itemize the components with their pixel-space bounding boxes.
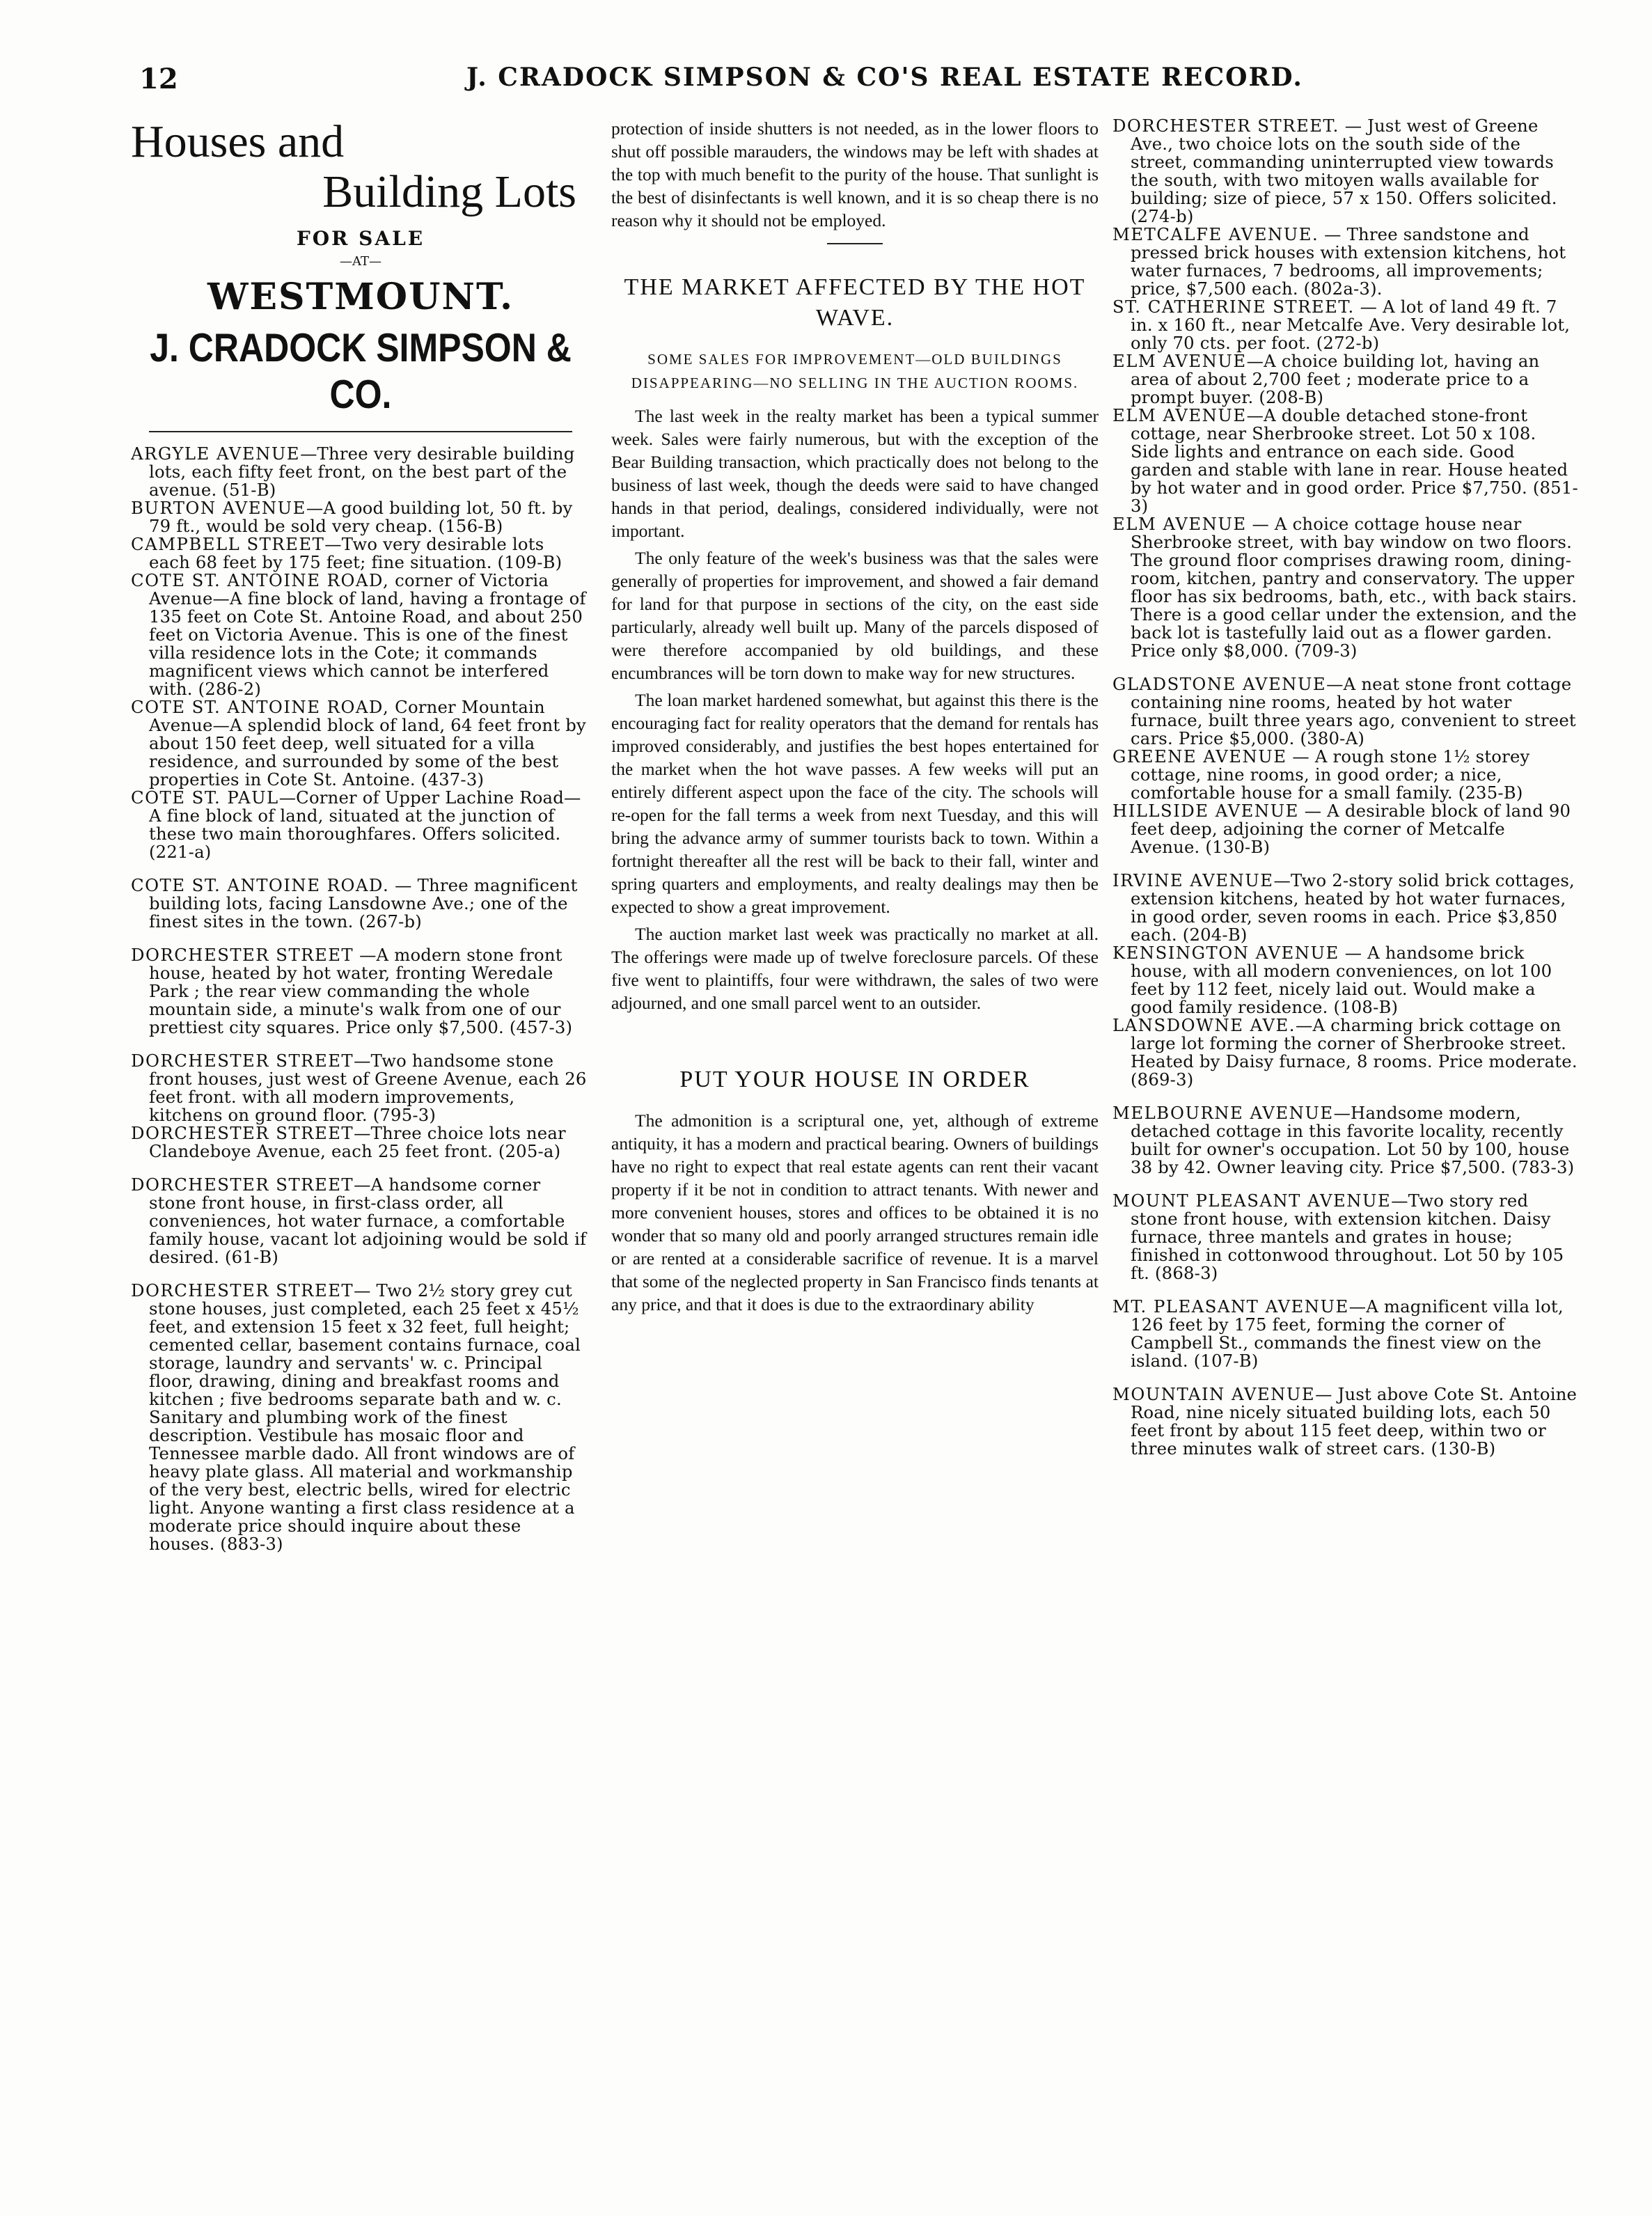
spacer	[1112, 660, 1579, 675]
listing-body: —A modern stone front house, heated by hot water, fronting Weredale Park ; the rear view commanding the whole mountain side, a minute's walk from one of our prettiest city squares. Price only $7,500. (457-3)	[149, 945, 573, 1037]
listing-item	[131, 535, 590, 572]
spacer	[1112, 1370, 1579, 1385]
listing-item	[1112, 1192, 1579, 1282]
spacer	[1112, 1282, 1579, 1298]
listing-item	[1112, 298, 1579, 352]
listing-heading: BURTON AVENUE	[131, 498, 306, 518]
listing-item	[131, 445, 590, 499]
column-1	[131, 117, 590, 2192]
spacer	[131, 1266, 590, 1282]
listing-item	[131, 698, 590, 789]
listing-item	[1112, 1385, 1579, 1458]
listing-body: —Two story red stone front house, with extension kitchen. Daisy furnace, three mantels and grates in house; finished in cottonwood throughout. Lot 50 by 105 ft. (868-3)	[1131, 1190, 1564, 1283]
listing-body: — A rough stone 1½ storey cottage, nine rooms, in good order; a nice, comfortable house for a small family. (235-B)	[1131, 746, 1530, 803]
listing-body: — Just above Cote St. Antoine Road, nine nicely situated building lots, each 50 feet front by about 115 feet deep, within two or three minutes walk of street cars. (130-B)	[1131, 1384, 1578, 1459]
ad-for-sale: FOR SALE	[296, 227, 425, 250]
listing-item	[1112, 352, 1579, 407]
listing-heading: KENSINGTON AVENUE	[1112, 943, 1339, 963]
article-title: PUT YOUR HOUSE IN ORDER	[679, 1067, 1030, 1092]
listing-body: Corner Mountain Avenue—A splendid block of land, 64 feet front by about 150 feet deep, well situated for a villa residence, and surrounded by some of the best properties in Cote St. Antoine. (437-3)	[149, 697, 586, 789]
listing-body: —A neat stone front cottage containing nine rooms, heated by hot water furnace, built three years ago, convenient to street cars. Price $5,000. (380-A)	[1131, 674, 1576, 748]
article-paragraph: The last week in the realty market has been a typical summer week. Sales were fairly numerous, but with the exception of the Bear Building transaction, which practically does not belong to the business of last week, though the deeds were said to have changed hands in that period, dealings, considered individually, were not important.	[611, 406, 1099, 541]
listing-body: —A handsome corner stone front house, in first-class order, all conveniences, hot water furnace, a comfortable family house, vacant lot adjoining would be sold if desired. (61-B)	[149, 1174, 587, 1267]
listing-body: —A double detached stone-front cottage, near Sherbrooke street. Lot 50 x 108. Side lights and entrance on each side. Good garden and stable with lane in rear. House heated by hot water and in good order. Price $7,750. (851-3)	[1131, 405, 1578, 516]
listing-body: — A lot of land 49 ft. 7 in. x 160 ft., near Metcalfe Ave. Very desirable lot, only 70 cts. per foot. (272-b)	[1131, 297, 1571, 353]
listing-item	[1112, 872, 1579, 944]
listing-body: —Corner of Upper Lachine Road—A fine block of land, situated at the junction of these two main thoroughfares. Offers solicited. (221-a)	[149, 787, 581, 862]
listing-item	[1112, 226, 1579, 298]
listing-body: —Two very desirable lots each 68 feet by 175 feet; fine situation. (109-B)	[149, 534, 563, 572]
listing-heading: MELBOURNE AVENUE	[1112, 1103, 1334, 1123]
article-paragraph: The loan market hardened somewhat, but against this there is the encouraging fact for reality operators that the demand for rentals has improved considerably, and justifies the best hopes entertained for the market when the hot wave passes. A few weeks will put an entirely different aspect upon the face of the city. The schools will re-open for the fall terms a week from next Tuesday, and this will bring the advance army of summer tourists back to town. Within a fortnight thereafter all the rest will be back to their fall, winter and spring quarters and employments, and realty dealings may then be expected to show a great improvement.	[611, 690, 1099, 917]
listing-item	[131, 1282, 590, 1553]
advertisement-header	[131, 117, 590, 432]
divider-rule	[827, 243, 883, 244]
listing-item	[131, 1176, 590, 1266]
spacer	[1112, 1177, 1579, 1192]
ad-place: WESTMOUNT.	[207, 276, 514, 318]
spacer	[131, 1037, 590, 1052]
listing-item	[131, 946, 590, 1037]
listing-item	[1112, 1016, 1579, 1089]
listing-heading: CAMPBELL STREET	[131, 534, 325, 554]
listing-body: — Three magnificent building lots, facing Lansdowne Ave.; one of the finest sites in the town. (267-b)	[149, 875, 578, 932]
column-2	[611, 117, 1099, 2192]
listing-heading: ELM AVENUE	[1112, 514, 1247, 534]
article-paragraph: The admonition is a scriptural one, yet, although of extreme antiquity, it has a modern and practical bearing. Owners of buildings have no right to expect that real estate agents can rent their vacant property if it be not in condition to attract tenants. With newer and more convenient houses, stores and offices to be obtained it is no wonder that so many old and poorly arranged structures remain idle or are rented at a considerable sacrifice of revenue. It is a marvel that some of the neglected property in San Francisco finds tenants at any price, and that it does is due to the extraordinary ability	[611, 1110, 1099, 1314]
listing-item	[131, 1052, 590, 1124]
listing-heading: GLADSTONE AVENUE	[1112, 674, 1327, 694]
listing-heading: DORCHESTER STREET	[131, 1280, 354, 1300]
listing-body: —A choice building lot, having an area of about 2,700 feet ; moderate price to a prompt buyer. (208-B)	[1131, 351, 1540, 407]
listing-heading: COTE ST. PAUL	[131, 787, 279, 808]
listing-item	[1112, 117, 1579, 226]
spacer	[611, 1019, 1099, 1060]
listing-body: — Three sandstone and pressed brick houses with extension kitchens, hot water furnaces, 7 bedrooms, all improvements; price, $7,500 each. (802a-3).	[1131, 224, 1566, 299]
listing-heading: METCALFE AVENUE.	[1112, 224, 1319, 244]
listing-body: — A choice cottage house near Sherbrooke street, with bay window on two floors. The ground floor comprises drawing room, dining-room, kitchen, pantry and conservatory. The upper floor has six bedrooms, bath, etc., with back stairs. There is a good cellar under the extension, and the back lot is tastefully laid out as a flower garden. Price only $8,000. (709-3)	[1131, 514, 1578, 661]
spacer	[131, 1161, 590, 1176]
article-title: THE MARKET AFFECTED BY THE HOT WAVE.	[624, 274, 1086, 331]
listing-body: —Three very desirable building lots, each fifty feet front, on the best part of the avenue. (51-B)	[149, 443, 575, 500]
article-paragraph: The only feature of the week's business was that the sales were generally of properties for improvement, and showed a fair demand for land for that purpose in sections of the city, on the east side particularly, already well built up. Many of the parcels disposed of were therefore accompanied by old buildings, and these encumbrances will be torn down to make way for new structures.	[611, 548, 1099, 683]
listing-heading: COTE ST. ANTOINE ROAD,	[131, 697, 390, 717]
listing-heading: GREENE AVENUE	[1112, 746, 1287, 767]
article-paragraph: protection of inside shutters is not needed, as in the lower floors to shut off possible marauders, the windows may be left with shades at the top with much benefit to the purity of the house. That sunlight is the best of disinfectants is well known, and it is so cheap there is no reason why it should not be employed.	[611, 118, 1099, 230]
spacer	[131, 931, 590, 946]
listing-item	[131, 499, 590, 535]
listing-body: —A good building lot, 50 ft. by 79 ft., would be sold very cheap. (156-B)	[149, 498, 573, 536]
article-paragraph: The auction market last week was practically no market at all. The offerings were made up of twelve foreclosure parcels. Of these five went to plaintiffs, four were withdrawn, the sales of two were adjourned, and one small parcel went to an outsider.	[611, 924, 1099, 1013]
listing-heading: DORCHESTER STREET	[131, 945, 354, 965]
listing-body: — Two 2½ story grey cut stone houses, just completed, each 25 feet x 45½ feet, and extension 15 feet x 32 feet, full height; cemented cellar, basement contains furnace, coal storage, laundry and servants' w. c. Principal floor, drawing, dining and breakfast rooms and kitchen ; five bedrooms separate bath and w. c. Sanitary and plumbing work of the finest description. Vestibule has mosaic floor and Tennessee marble dado. All front windows are of heavy plate glass. All material and workmanship of the very best, electric bells, wired for electric light. Anyone wanting a first class residence at a moderate price should inquire about these houses. (883-3)	[149, 1280, 581, 1554]
listing-body: — A desirable block of land 90 feet deep, adjoining the corner of Metcalfe Avenue. (130-B)	[1131, 801, 1571, 857]
listing-heading: LANSDOWNE AVE.	[1112, 1015, 1296, 1035]
listing-heading: COTE ST. ANTOINE ROAD.	[131, 875, 390, 895]
listing-body: — A handsome brick house, with all modern conveniences, on lot 100 feet by 112 feet, nicely laid out. Would make a good family residence. (108-B)	[1131, 943, 1552, 1017]
listing-heading: DORCHESTER STREET	[131, 1051, 354, 1071]
listing-body: corner of Victoria Avenue—A fine block of land, having a frontage of 135 feet on Cote St. Antoine Road, and about 250 feet on Victoria Avenue. This is one of the finest villa residence lots in the Cote; it commands magnificent views which cannot be interfered with. (286-2)	[149, 570, 586, 699]
listing-heading: DORCHESTER STREET	[131, 1123, 354, 1143]
listing-heading: ARGYLE AVENUE	[131, 443, 301, 464]
listing-item	[1112, 675, 1579, 748]
ad-title-line-1: Houses and	[131, 117, 345, 167]
listing-item	[1112, 1104, 1579, 1177]
page-number: 12	[139, 63, 178, 95]
listing-heading: DORCHESTER STREET.	[1112, 117, 1339, 136]
listing-body: —Two handsome stone front houses, just west of Greene Avenue, each 26 feet front. with all modern improvements, kitchens on ground floor. (795-3)	[149, 1051, 587, 1125]
listing-heading: ELM AVENUE	[1112, 351, 1247, 371]
listing-item	[131, 1124, 590, 1161]
listing-item	[131, 789, 590, 861]
running-title: J. CRADOCK SIMPSON & CO'S REAL ESTATE RECORD.	[466, 63, 1303, 92]
listing-heading: IRVINE AVENUE	[1112, 870, 1274, 890]
listing-item	[1112, 407, 1579, 515]
ad-firm-name: J. CRADOCK SIMPSON & CO.	[150, 325, 572, 417]
listing-item	[1112, 944, 1579, 1016]
listing-item	[1112, 1298, 1579, 1370]
listings-column-1	[131, 445, 590, 1553]
listing-body: —A magnificent villa lot, 126 feet by 175 feet, forming the corner of Campbell St., commands the finest view on the island. (107-B)	[1131, 1296, 1564, 1371]
listing-body: — Just west of Greene Ave., two choice lots on the south side of the street, commanding uninterrupted view towards the south, with two mitoyen walls available for building; size of piece, 57 x 150. Offers solicited. (274-b)	[1131, 117, 1557, 226]
listing-heading: MOUNTAIN AVENUE	[1112, 1384, 1316, 1404]
listing-item	[131, 877, 590, 931]
divider-rule	[149, 431, 572, 432]
ad-at: —AT—	[339, 254, 382, 269]
listing-body: —Handsome modern, detached cottage in this favorite locality, recently built for owner's occupation. Lot 50 by 100, house 38 by 42. Owner leaving city. Price $7,500. (783-3)	[1131, 1103, 1575, 1177]
spacer	[1112, 856, 1579, 872]
article-subtitle: SOME SALES FOR IMPROVEMENT—OLD BUILDINGS DISAPPEARING—NO SELLING IN THE AUCTION ROOMS.	[631, 351, 1079, 391]
listing-item	[1112, 515, 1579, 660]
listing-heading: MOUNT PLEASANT AVENUE	[1112, 1190, 1392, 1211]
listing-item	[1112, 748, 1579, 802]
listing-heading: COTE ST. ANTOINE ROAD,	[131, 570, 390, 590]
listing-heading: MT. PLEASANT AVENUE	[1112, 1296, 1349, 1317]
listing-item	[131, 572, 590, 698]
listing-body: —Three choice lots near Clandeboye Avenue, each 25 feet front. (205-a)	[149, 1123, 566, 1161]
page-header	[139, 63, 1610, 104]
listing-heading: HILLSIDE AVENUE	[1112, 801, 1299, 821]
listing-body: —A charming brick cottage on large lot forming the corner of Sherbrooke street. Heated by Daisy furnace, 8 rooms. Price moderate. (869-3)	[1131, 1015, 1578, 1090]
listing-heading: ELM AVENUE	[1112, 405, 1247, 425]
listings-column-3	[1112, 117, 1579, 1458]
listing-heading: ST. CATHERINE STREET.	[1112, 297, 1355, 317]
listing-body: —Two 2-story solid brick cottages, extension kitchens, heated by hot water furnaces, in good order, seven rooms in each. Price $3,850 each. (204-B)	[1131, 870, 1575, 945]
listing-item	[1112, 802, 1579, 856]
spacer	[131, 861, 590, 877]
spacer	[1112, 1089, 1579, 1104]
column-3	[1112, 117, 1579, 2192]
ad-title-line-2: Building Lots	[322, 166, 576, 217]
listing-heading: DORCHESTER STREET	[131, 1174, 354, 1195]
